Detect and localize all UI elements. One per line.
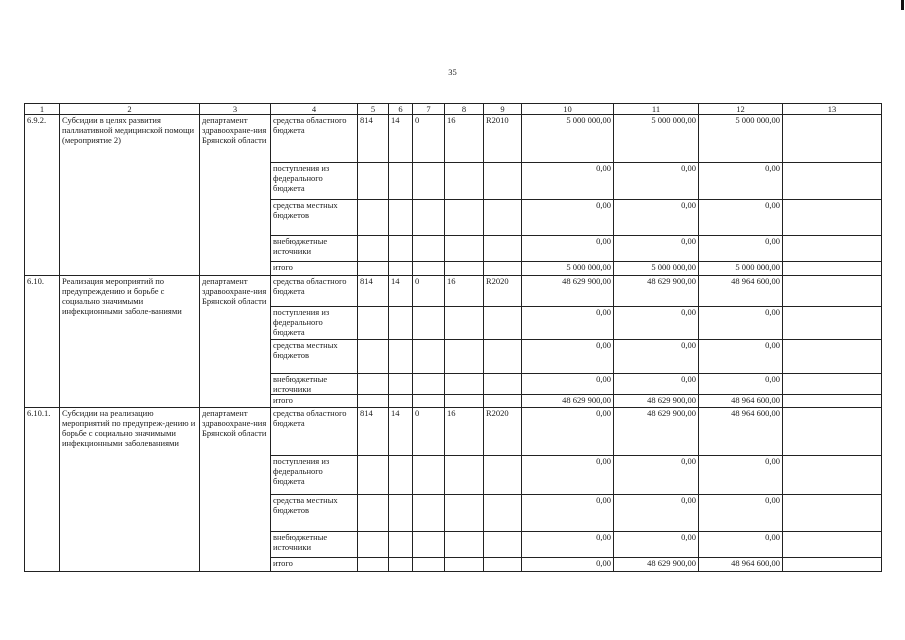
cell-col-7 [413, 307, 445, 340]
funding-source-label: средства областного бюджета [271, 115, 358, 163]
cell-col-7: 0 [413, 276, 445, 307]
cell-col-6 [389, 200, 413, 236]
cell-col-8 [445, 236, 484, 262]
cell-col-13 [783, 262, 882, 276]
cell-col-7 [413, 163, 445, 200]
amount-col-11: 48 629 900,00 [614, 276, 699, 307]
funding-source-label: средства областного бюджета [271, 276, 358, 307]
amount-col-12: 0,00 [699, 200, 783, 236]
amount-col-12: 48 964 600,00 [699, 395, 783, 408]
cell-col-6: 14 [389, 408, 413, 456]
amount-col-10: 0,00 [522, 236, 614, 262]
funding-source-label: поступления из федерального бюджета [271, 163, 358, 200]
cell-col-9 [484, 200, 522, 236]
amount-col-11: 5 000 000,00 [614, 115, 699, 163]
table-header-row [25, 104, 882, 115]
header-col-8: 8 [445, 104, 484, 115]
cell-col-5 [358, 395, 389, 408]
table-row [25, 115, 882, 163]
cell-col-6 [389, 456, 413, 495]
amount-col-11: 5 000 000,00 [614, 262, 699, 276]
amount-col-10: 0,00 [522, 408, 614, 456]
cell-col-5 [358, 262, 389, 276]
amount-col-10: 5 000 000,00 [522, 262, 614, 276]
cell-col-7: 0 [413, 408, 445, 456]
amount-col-12: 48 964 600,00 [699, 408, 783, 456]
cell-col-5 [358, 236, 389, 262]
amount-col-12: 5 000 000,00 [699, 115, 783, 163]
cell-col-8: 16 [445, 115, 484, 163]
header-col-5: 5 [358, 104, 389, 115]
cell-col-13 [783, 456, 882, 495]
cell-col-6 [389, 307, 413, 340]
item-name: Субсидии на реализацию мероприятий по предупреж-дению и борьбе с социально значимыми инфекционными заболеваниями [60, 408, 200, 572]
amount-col-11: 0,00 [614, 163, 699, 200]
cell-col-9: R2010 [484, 115, 522, 163]
amount-col-11: 0,00 [614, 456, 699, 495]
amount-col-12: 0,00 [699, 307, 783, 340]
amount-col-11: 48 629 900,00 [614, 395, 699, 408]
header-col-13: 13 [783, 104, 882, 115]
cell-col-7 [413, 495, 445, 532]
cell-col-13 [783, 374, 882, 395]
amount-col-12: 0,00 [699, 340, 783, 374]
cell-col-13 [783, 495, 882, 532]
funding-source-label: средства местных бюджетов [271, 495, 358, 532]
amount-col-10: 0,00 [522, 307, 614, 340]
table-row [25, 276, 882, 307]
amount-col-11: 48 629 900,00 [614, 558, 699, 572]
cell-col-9 [484, 307, 522, 340]
cell-col-8 [445, 495, 484, 532]
cell-col-8 [445, 262, 484, 276]
cell-col-7 [413, 236, 445, 262]
cell-col-5 [358, 200, 389, 236]
cell-col-13 [783, 532, 882, 558]
cell-col-5 [358, 163, 389, 200]
amount-col-12: 0,00 [699, 163, 783, 200]
cell-col-6: 14 [389, 276, 413, 307]
cell-col-9 [484, 163, 522, 200]
cell-col-6 [389, 558, 413, 572]
cell-col-7 [413, 340, 445, 374]
header-col-2: 2 [60, 104, 200, 115]
amount-col-10: 0,00 [522, 200, 614, 236]
item-executor: департамент здравоохране-ния Брянской области [200, 408, 271, 572]
amount-col-10: 0,00 [522, 456, 614, 495]
amount-col-12: 0,00 [699, 532, 783, 558]
amount-col-12: 0,00 [699, 495, 783, 532]
cell-col-13 [783, 340, 882, 374]
cell-col-7 [413, 200, 445, 236]
cell-col-13 [783, 276, 882, 307]
header-col-6: 6 [389, 104, 413, 115]
cell-col-6 [389, 236, 413, 262]
cell-col-8: 16 [445, 276, 484, 307]
cell-col-8 [445, 456, 484, 495]
funding-source-label: внебюджетные источники [271, 236, 358, 262]
budget-table [24, 103, 882, 572]
cell-col-5 [358, 558, 389, 572]
cell-col-8 [445, 307, 484, 340]
cell-col-6 [389, 340, 413, 374]
cell-col-6 [389, 495, 413, 532]
funding-source-label: итого [271, 395, 358, 408]
amount-col-11: 0,00 [614, 340, 699, 374]
cell-col-9 [484, 395, 522, 408]
header-col-1: 1 [25, 104, 60, 115]
cell-col-9 [484, 236, 522, 262]
amount-col-12: 48 964 600,00 [699, 276, 783, 307]
cell-col-7 [413, 395, 445, 408]
funding-source-label: итого [271, 262, 358, 276]
page-number: 35 [448, 67, 457, 77]
header-col-4: 4 [271, 104, 358, 115]
cell-col-5 [358, 532, 389, 558]
cell-col-13 [783, 236, 882, 262]
cell-col-13 [783, 163, 882, 200]
scan-edge-mark [901, 0, 904, 10]
amount-col-10: 0,00 [522, 495, 614, 532]
item-name: Субсидии в целях развития паллиативной медицинской помощи (мероприятие 2) [60, 115, 200, 276]
cell-col-5 [358, 495, 389, 532]
amount-col-10: 0,00 [522, 532, 614, 558]
cell-col-7 [413, 532, 445, 558]
cell-col-7 [413, 374, 445, 395]
amount-col-11: 0,00 [614, 374, 699, 395]
table-row [25, 408, 882, 456]
amount-col-12: 0,00 [699, 236, 783, 262]
cell-col-5 [358, 374, 389, 395]
cell-col-8 [445, 395, 484, 408]
amount-col-10: 0,00 [522, 374, 614, 395]
item-name: Реализация мероприятий по предупреждению и борьбе с социально значимыми инфекционными заболе-ваниями [60, 276, 200, 408]
cell-col-6 [389, 532, 413, 558]
cell-col-7 [413, 456, 445, 495]
item-number: 6.10.1. [25, 408, 60, 572]
cell-col-13 [783, 115, 882, 163]
cell-col-9 [484, 374, 522, 395]
cell-col-6 [389, 374, 413, 395]
cell-col-9 [484, 456, 522, 495]
funding-source-label: средства областного бюджета [271, 408, 358, 456]
amount-col-10: 0,00 [522, 163, 614, 200]
amount-col-12: 0,00 [699, 374, 783, 395]
cell-col-13 [783, 307, 882, 340]
amount-col-11: 48 629 900,00 [614, 408, 699, 456]
cell-col-7: 0 [413, 115, 445, 163]
cell-col-5: 814 [358, 115, 389, 163]
header-col-10: 10 [522, 104, 614, 115]
cell-col-5 [358, 307, 389, 340]
cell-col-7 [413, 262, 445, 276]
amount-col-10: 0,00 [522, 340, 614, 374]
cell-col-8 [445, 558, 484, 572]
amount-col-10: 48 629 900,00 [522, 276, 614, 307]
cell-col-8 [445, 163, 484, 200]
cell-col-9 [484, 495, 522, 532]
cell-col-5: 814 [358, 276, 389, 307]
cell-col-13 [783, 395, 882, 408]
header-col-11: 11 [614, 104, 699, 115]
cell-col-9: R2020 [484, 408, 522, 456]
item-executor: департамент здравоохране-ния Брянской области [200, 276, 271, 408]
funding-source-label: средства местных бюджетов [271, 200, 358, 236]
cell-col-6 [389, 163, 413, 200]
amount-col-11: 0,00 [614, 200, 699, 236]
header-col-9: 9 [484, 104, 522, 115]
cell-col-13 [783, 408, 882, 456]
cell-col-5 [358, 340, 389, 374]
cell-col-6 [389, 262, 413, 276]
amount-col-11: 0,00 [614, 495, 699, 532]
funding-source-label: внебюджетные источники [271, 532, 358, 558]
cell-col-8 [445, 374, 484, 395]
item-number: 6.10. [25, 276, 60, 408]
amount-col-12: 0,00 [699, 456, 783, 495]
cell-col-8 [445, 532, 484, 558]
cell-col-5: 814 [358, 408, 389, 456]
cell-col-9 [484, 340, 522, 374]
amount-col-10: 0,00 [522, 558, 614, 572]
cell-col-6: 14 [389, 115, 413, 163]
cell-col-8 [445, 200, 484, 236]
cell-col-8: 16 [445, 408, 484, 456]
item-executor: департамент здравоохране-ния Брянской области [200, 115, 271, 276]
cell-col-5 [358, 456, 389, 495]
amount-col-11: 0,00 [614, 532, 699, 558]
header-col-3: 3 [200, 104, 271, 115]
cell-col-9 [484, 532, 522, 558]
header-col-7: 7 [413, 104, 445, 115]
funding-source-label: поступления из федерального бюджета [271, 456, 358, 495]
amount-col-12: 5 000 000,00 [699, 262, 783, 276]
cell-col-13 [783, 558, 882, 572]
cell-col-7 [413, 558, 445, 572]
cell-col-9 [484, 558, 522, 572]
cell-col-13 [783, 200, 882, 236]
header-col-12: 12 [699, 104, 783, 115]
funding-source-label: внебюджетные источники [271, 374, 358, 395]
cell-col-6 [389, 395, 413, 408]
amount-col-12: 48 964 600,00 [699, 558, 783, 572]
funding-source-label: поступления из федерального бюджета [271, 307, 358, 340]
amount-col-10: 5 000 000,00 [522, 115, 614, 163]
amount-col-10: 48 629 900,00 [522, 395, 614, 408]
funding-source-label: средства местных бюджетов [271, 340, 358, 374]
cell-col-9 [484, 262, 522, 276]
funding-source-label: итого [271, 558, 358, 572]
cell-col-9: R2020 [484, 276, 522, 307]
cell-col-8 [445, 340, 484, 374]
item-number: 6.9.2. [25, 115, 60, 276]
amount-col-11: 0,00 [614, 236, 699, 262]
amount-col-11: 0,00 [614, 307, 699, 340]
